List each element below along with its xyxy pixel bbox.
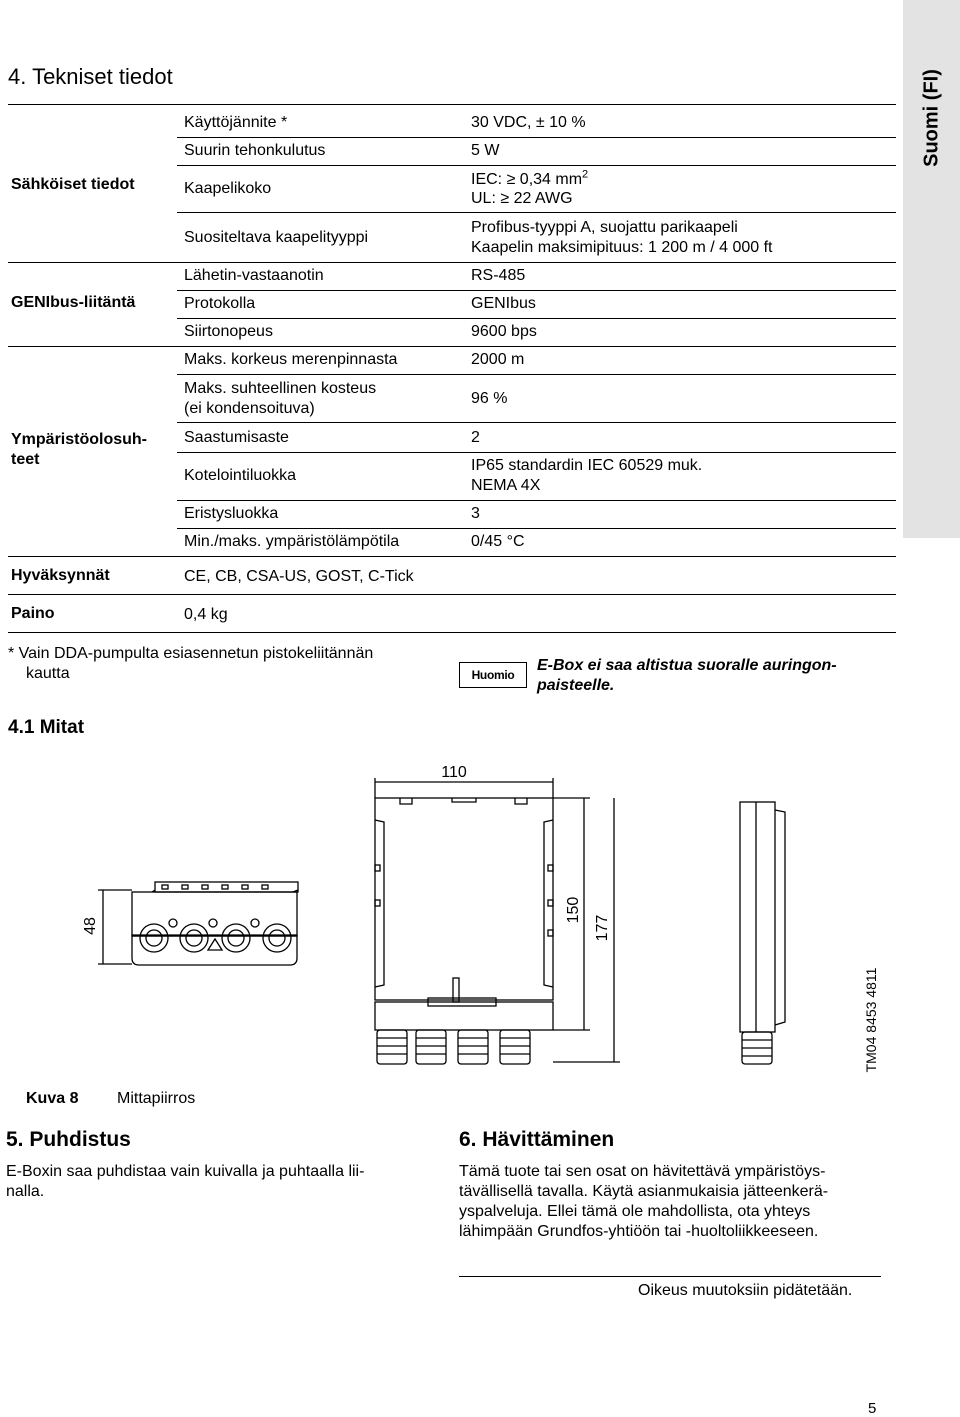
row-value: RS-485 <box>471 267 526 284</box>
row-value: 5 W <box>471 142 500 159</box>
section-title-technical-data: 4. Tekniset tiedot <box>8 64 173 89</box>
dim-depth-label: 48 <box>82 917 99 935</box>
row-label: Maks. korkeus merenpinnasta <box>184 351 398 368</box>
side-view-body <box>740 802 775 1032</box>
row-label: Min./maks. ympäristölämpötila <box>184 533 400 550</box>
disposal-text: tävällisellä tavalla. Käytä asianmukaisia jätteenkerä- <box>459 1183 829 1200</box>
vent <box>202 885 208 889</box>
vent <box>222 885 228 889</box>
row-value: NEMA 4X <box>471 477 541 494</box>
row-rule <box>177 452 896 453</box>
dimension-drawing <box>0 740 903 1085</box>
footnote-line: * Vain DDA-pumpulta esiasennetun pistokeliitännän <box>8 645 374 662</box>
dim-height2-label: 177 <box>594 914 611 942</box>
notice-text: paisteelle. <box>537 677 615 694</box>
row-value: 30 VDC, ± 10 % <box>471 114 586 131</box>
row-value: 2 <box>471 429 480 446</box>
row-value: 2000 m <box>471 351 525 368</box>
disposal-text: yspalveluja. Ellei tämä ole mahdollista, ota yhteys <box>459 1203 811 1220</box>
row-label: Saastumisaste <box>184 429 289 446</box>
group-rule <box>8 556 896 557</box>
row-value: 0/45 °C <box>471 533 525 550</box>
language-tab <box>903 0 960 538</box>
title-rule <box>8 104 896 105</box>
row-value: 3 <box>471 505 480 522</box>
dim-height1-label: 150 <box>565 896 582 924</box>
cable-iec-value: IEC: ≥ 0,34 mm <box>471 171 583 188</box>
row-value: IP65 standardin IEC 60529 muk. <box>471 457 703 474</box>
rights-rule <box>459 1276 881 1277</box>
row-label: Maks. suhteellinen kosteus <box>184 380 377 397</box>
row-value: Kaapelin maksimipituus: 1 200 m / 4 000 ft <box>471 239 773 256</box>
group-rule <box>8 262 896 263</box>
figure-number: Kuva 8 <box>26 1090 79 1107</box>
row-label: Lähetin-vastaanotin <box>184 267 324 284</box>
row-value: 9600 bps <box>471 323 537 340</box>
approvals-value: CE, CB, CSA-US, GOST, C-Tick <box>184 568 414 585</box>
group-rule <box>8 594 896 595</box>
row-rule <box>177 212 896 213</box>
row-rule <box>177 290 896 291</box>
section-title-cleaning: 5. Puhdistus <box>6 1128 131 1151</box>
row-value: UL: ≥ 22 AWG <box>471 190 573 207</box>
front-view-lid <box>132 892 297 936</box>
row-value: Profibus-tyyppi A, suojattu parikaapeli <box>471 219 738 236</box>
middle-view-body <box>375 798 553 1000</box>
drawing-code: TM04 8453 4811 <box>863 967 879 1073</box>
group-approvals: Hyväksynnät <box>11 567 110 584</box>
section-title-dimensions: 4.1 Mitat <box>8 717 85 738</box>
rights-text: Oikeus muutoksiin pidätetään. <box>638 1282 853 1299</box>
group-rule <box>8 346 896 347</box>
row-rule <box>177 137 896 138</box>
page-number: 5 <box>868 1400 877 1417</box>
row-label: Suurin tehonkulutus <box>184 142 326 159</box>
row-label: (ei kondensoituva) <box>184 400 315 417</box>
row-rule <box>177 528 896 529</box>
vent <box>182 885 188 889</box>
notice-badge: Huomio <box>459 662 527 688</box>
vent <box>242 885 248 889</box>
cleaning-text: nalla. <box>6 1183 45 1200</box>
section-title-disposal: 6. Hävittäminen <box>459 1128 615 1151</box>
row-value: GENIbus <box>471 295 536 312</box>
group-genibus: GENIbus-liitäntä <box>11 294 136 311</box>
row-rule <box>177 318 896 319</box>
row-label: Kaapelikoko <box>184 180 272 197</box>
row-value <box>471 170 588 190</box>
row-label: Kotelointiluokka <box>184 467 297 484</box>
cleaning-text: E-Boxin saa puhdistaa vain kuivalla ja puhtaalla lii- <box>6 1163 365 1180</box>
vent <box>162 885 168 889</box>
footnote-line: kautta <box>26 665 70 682</box>
group-weight: Paino <box>11 605 55 622</box>
row-label: Suositeltava kaapelityyppi <box>184 229 369 246</box>
group-electrical: Sähköiset tiedot <box>11 176 135 193</box>
group-environment: Ympäristöolosuh- teet <box>11 431 148 468</box>
language-tab-label: Suomi (FI) <box>920 69 942 167</box>
superscript: 2 <box>582 168 589 181</box>
weight-value: 0,4 kg <box>184 606 228 623</box>
figure-caption: Mittapiirros <box>117 1090 196 1107</box>
row-label: Siirtonopeus <box>184 323 273 340</box>
row-rule <box>177 165 896 166</box>
dim-width-label: 110 <box>441 764 467 781</box>
row-value: 96 % <box>471 390 508 407</box>
row-label: Protokolla <box>184 295 256 312</box>
row-label: Eristysluokka <box>184 505 279 522</box>
row-label: Käyttöjännite * <box>184 114 288 131</box>
disposal-text: Tämä tuote tai sen osat on hävitettävä ympäristöys- <box>459 1163 826 1180</box>
vent <box>262 885 268 889</box>
row-rule <box>177 500 896 501</box>
row-rule <box>177 374 896 375</box>
front-view-top <box>155 882 298 892</box>
row-rule <box>177 422 896 423</box>
disposal-text: lähimpään Grundfos-yhtiöön tai -huoltoliikkeeseen. <box>459 1223 819 1240</box>
notice-text: E-Box ei saa altistua suoralle auringon- <box>537 657 837 674</box>
group-rule <box>8 632 896 633</box>
